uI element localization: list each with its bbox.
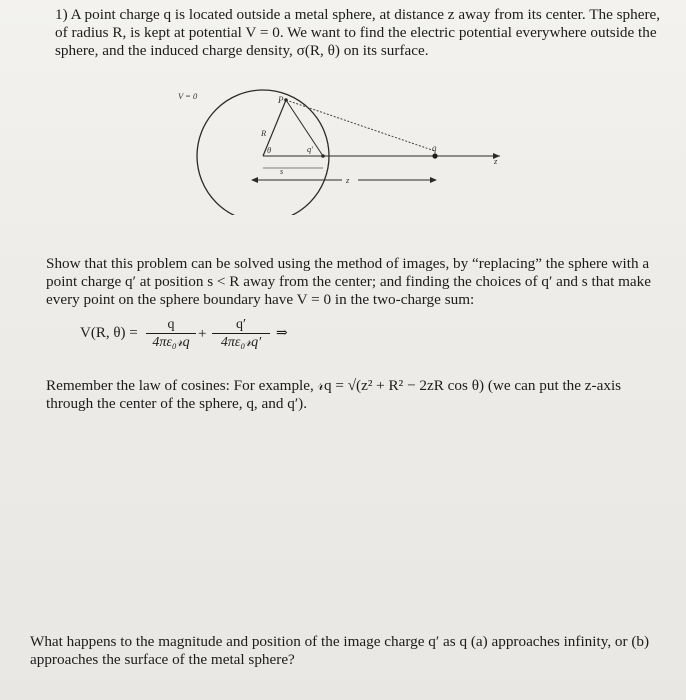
p-label: P [278, 95, 284, 105]
r-label: R [261, 128, 267, 138]
fraction-1-numerator: q [167, 317, 175, 332]
fraction-term-1 [146, 316, 196, 351]
z-axis-label: z [494, 156, 498, 166]
fraction-term-2 [212, 316, 270, 351]
potential-equation [80, 314, 400, 354]
method-paragraph: Show that this problem can be solved using the method of images, by “replacing” the sphere with a point charge q′ at position s < R away from the center; and finding the choices of q′ and s that make every point on the sphere boundary have V = 0 in the two-charge sum: [46, 255, 651, 308]
fraction-2-numerator: q′ [235, 317, 247, 332]
qprime-label: q′ [307, 144, 314, 154]
fraction-2-denominator: 4πε₀𝓇q′ [220, 335, 262, 350]
image-charge-diagram [150, 80, 520, 215]
line-p-to-qprime [286, 100, 323, 156]
problem-intro: 1) A point charge q is located outside a metal sphere, at distance z away from its center. The sphere, of radius R, is kept at potential V = 0. We want to find the electric potential everywhere outside the sphere, and the induced charge density, σ(R, θ) on its surface. [55, 6, 661, 59]
equation-lhs: V(R, θ) = [80, 325, 138, 341]
z-distance-label: z [346, 175, 350, 185]
s-label: s [280, 167, 284, 176]
plus-sign: + [198, 326, 207, 342]
image-charge-dot [321, 154, 325, 158]
v-zero-label: V = 0 [178, 91, 198, 101]
q-label: q [432, 143, 437, 153]
fraction-1-denominator: 4πε₀𝓇q [152, 335, 190, 350]
charge-q-dot [432, 153, 437, 158]
implies-arrow: ⇒ [276, 326, 288, 341]
law-of-cosines-paragraph: Remember the law of cosines: For example, 𝓇q = √(z² + R² − 2zR cos θ) (we can put the z-axis through the center of the sphere, q, and q′). [46, 377, 622, 412]
z-distance-arrowhead-left [251, 177, 258, 183]
followup-question: What happens to the magnitude and position of the image charge q′ as q (a) approaches infinity, or (b) approaches the surface of the metal sphere? [30, 633, 650, 668]
z-distance-arrowhead-right [430, 177, 437, 183]
point-p-dot [284, 98, 288, 102]
theta-label: θ [267, 145, 272, 155]
